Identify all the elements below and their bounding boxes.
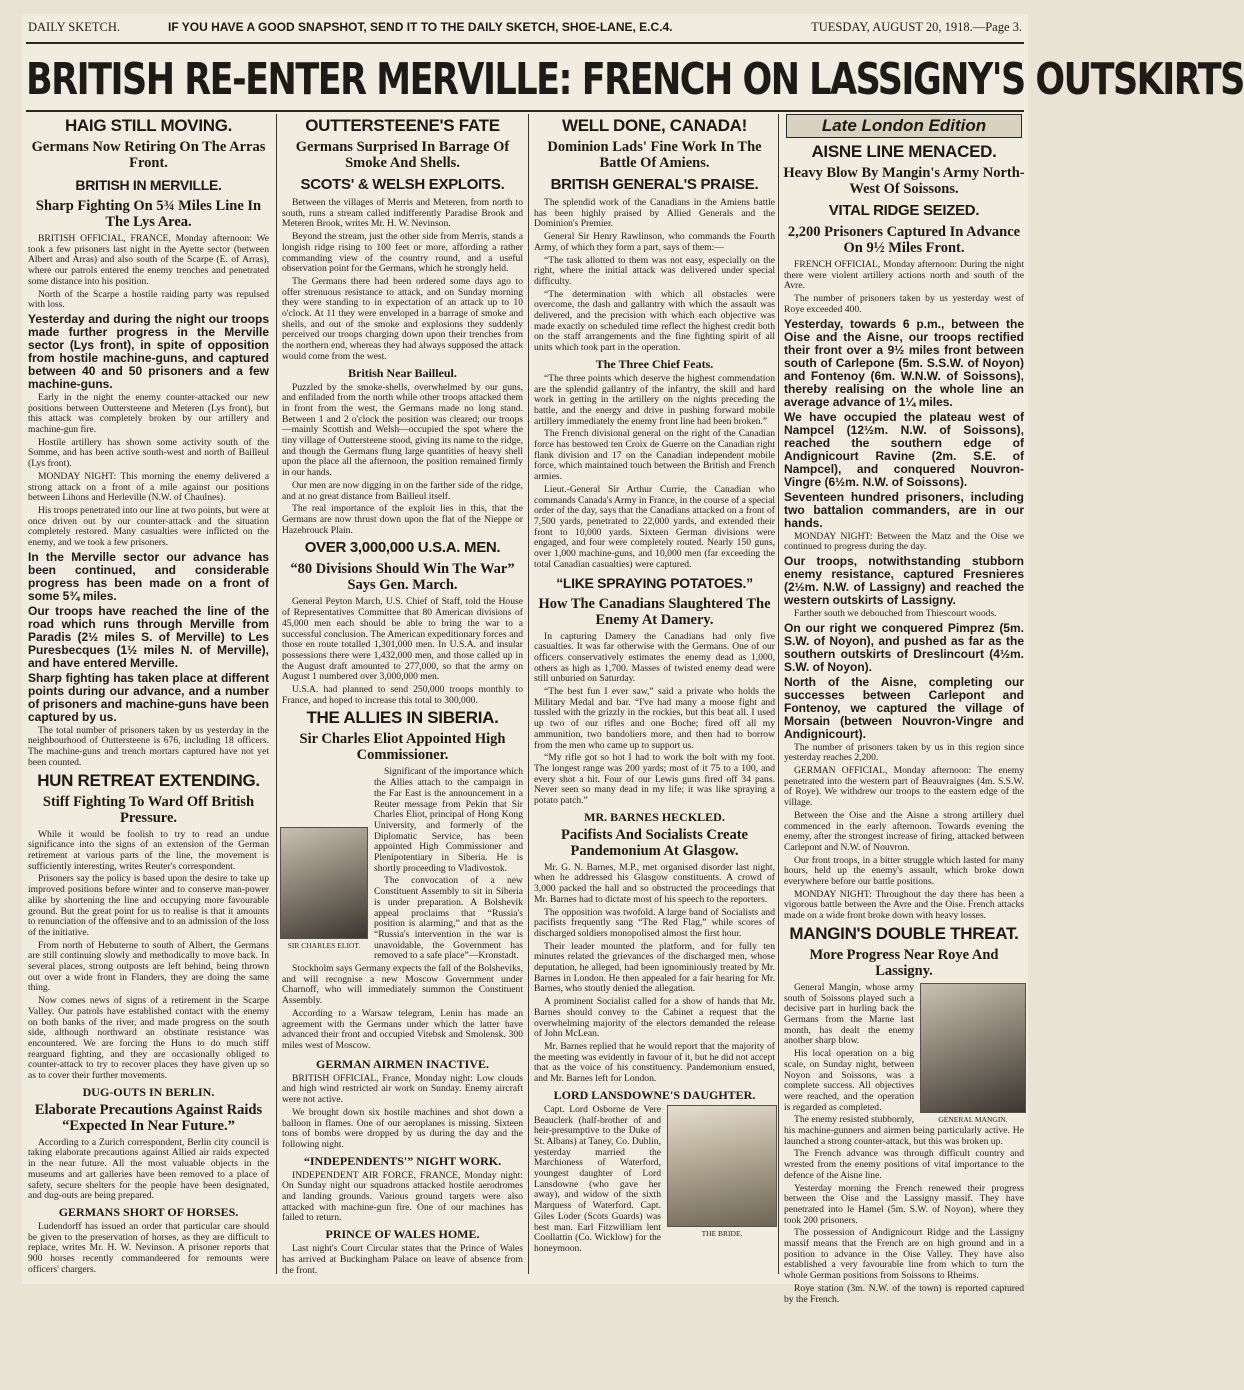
subheadline: More Progress Near Roye And Lassigny. [809, 946, 999, 979]
paragraph: Now comes news of signs of a retirement in the Scarpe Valley. Our patrols have established contact with the enemy on both banks of the river, and made progress on the south side, although northward an obstinate resistance was encountered. We are forcing the Huns to do much stiff rearguard fighting, and they are occasionally obliged to counter-attack to try to recover places they have given up so as to cover their further movements. [28, 995, 269, 1082]
paragraph: In capturing Damery the Canadians had only five casualties. It was far otherwise with the Germans. One of our officers conservatively estimates the enemy dead as 1,000, others as high as 1,700. Masses of twisted enemy dead were still unburied on Saturday. [534, 630, 775, 685]
paragraph: Lieut.-General Sir Arthur Currie, the Canadian who commands Canada's Army in France, in the course of a special order of the day, says that the Canadians attacked on a front of 7,500 yards, penetrated to 22,000 yards, and extended their front to 10,000 yards. Sixteen German divisions were engaged, and four were completely routed. Nearly 150 guns, over 1,000 machine-guns, and 10,000 men (far exceeding the total Canadian casualties) were captured. [534, 483, 775, 570]
paragraph: The French divisional general on the right of the Canadian force has bestowed ten Croix de Guerre on the Canadian right flank division and 17 on the Canadian independent mobile force, which maintained touch between the British and French armies. [534, 428, 775, 483]
photo-caption: GENERAL MANGIN. [938, 1114, 1008, 1124]
headline: SCOTS' & WELSH EXPLOITS. [300, 176, 505, 193]
subheadline: 2,200 Prisoners Captured In Advance On 9½ Miles Front. [787, 224, 1021, 256]
subheadline: Sir Charles Eliot Appointed High Commissioner. [299, 731, 506, 764]
paragraph: We brought down six hostile machines and shot down a balloon in flames. One of our aeroplanes is missing. Sixteen tons of bombs were dropped by us during the day and the following night. [282, 1106, 523, 1150]
paragraph: FRENCH OFFICIAL, Monday afternoon: During the night there were violent artillery actions north and south of the Avre. [784, 259, 1024, 292]
column-4 [782, 114, 1026, 1305]
banner-headline: BRITISH RE-ENTER MERVILLE: FRENCH ON LASSIGNY'S OUTSKIRTS [26, 55, 1244, 106]
paragraph: Hostile artillery has shown some activity south of the Somme, and has been active south-west and north of Bailleul (Lys front). [28, 436, 269, 470]
paragraph: Prisoners say the policy is based upon the desire to take up improved positions before winter and to conserve man-power alike by shortening the line and occupying more favourable ground. But the great point for us to realise is that it amounts to renunciation of the offensive and to an admission of the loss of the initiative. [28, 873, 269, 938]
paragraph: Significant of the importance which the Allies attach to the campaign in the Far East is the announcement in a Reuter message from Pekin that Sir Charles Eliot, principal of Hong Kong University, and formerly of the Diplomatic Service, has been appointed High Commissioner and Plenipotentiary in Siberia. He is shortly proceeding to Vladivostok. [374, 766, 523, 874]
paragraph: “My rifle got so hot I had to work the bolt with my foot. The longest range was 200 yards; most of it 75 to a 100, and every shot a hit. Four of our Lewis guns fired off 34 pans. Never seen so many dead in my life; it was like spraying a potato patch.” [534, 752, 775, 807]
paragraph: INDEPENDENT AIR FORCE, FRANCE, Monday night: On Sunday night our squadrons attacked hostile aerodromes and landing grounds. Various ground targets were also attacked with machine-gun fire. One of our machines has failed to return. [282, 1169, 523, 1224]
banner-rule [26, 110, 1024, 112]
paragraph: BRITISH OFFICIAL, France, Monday night: Low clouds and high wind restricted air work on Sunday. Enemy aircraft were not active. [282, 1072, 523, 1106]
paragraph: Mr. Barnes replied that he would report that the majority of the meeting was evidently in favour of it, but he did not accept that as the voice of his constituency. Pandemonium ensued, and Mr. Barnes left for London. [534, 1041, 775, 1085]
bold-paragraph: Sharp fighting has taken place at different points during our advance, and a number of prisoners and machine-guns have been captured by us. [28, 670, 269, 724]
bold-paragraph: Our troops have reached the line of the road which runs through Merville from Paradis (2½ miles S. of Merville) to Les Puresbecques (1½ miles N. of Merville), and have entered Merville. [28, 603, 269, 670]
bold-paragraph: In the Merville sector our advance has been continued, and considerable progress has been made on a front of some 5¾ miles. [28, 549, 269, 603]
mangin-photo-block [920, 983, 1026, 1124]
headline: OVER 3,000,000 U.S.A. MEN. [304, 539, 501, 557]
eliot-photo [280, 827, 368, 939]
paragraph: North of the Scarpe a hostile raiding party was repulsed with loss. [28, 288, 269, 311]
paragraph: Capt. Lord Osborne de Vere Beauclerk (half-brother of and heir-presumptive to the Duke of St. Albans) at Taney, Co. Dublin, yesterday married the Marchioness of Waterford, youngest daughter of Lord Lansdowne (who gave her away), and widow of the sixth Marquess of Waterford. Capt. Giles Loder (Scots Guards) was best man. Earl Fitzwilliam lent Coollattin (Co. Wicklow) for the honeymoon. [534, 1103, 661, 1254]
bold-paragraph: Yesterday and during the night our troops made further progress in the Merville sector (Lys front), in spite of opposition from hostile machine-guns, and captured between 40 and 50 prisoners and a few machine-guns. [28, 311, 269, 391]
subheadline: Heavy Blow By Mangin's Army North-West Of Soissons. [783, 165, 1025, 197]
mangin-photo [920, 983, 1026, 1113]
subheadline: Dominion Lads' Fine Work In The Battle Of Amiens. [547, 139, 762, 171]
paragraph: “The best fun I ever saw,” said a private who holds the Military Medal and bar. “I've had many a moose fight and tussled with the grizzly in the rockies, but this beat all. I used up two of our rifles and one Boche; fired off all my ammunition, two bandoliers more, and then had to borrow from the men who came up to support us. [534, 686, 775, 751]
paragraph: A prominent Socialist called for a show of hands that Mr. Barnes should convey to the Cabinet a request that the overwhelming majority of the electors demanded the release of John McLean. [534, 996, 775, 1040]
paragraph: The total number of prisoners taken by us yesterday in the neighbourhood of Outtersteene is 676, including 18 officers. The machine-guns and trench mortars captured have not yet been counted. [28, 724, 269, 768]
bride-photo [667, 1105, 777, 1227]
headline: “LIKE SPRAYING POTATOES.” [556, 574, 753, 591]
headline: DUG-OUTS IN BERLIN. [82, 1084, 215, 1099]
paragraph: Their leader mounted the platform, and for fully ten minutes related the grievances of the discharged men, whose deputation, he alleged, had been ignominiously treated by Mr. Barnes in London. He then appealed for a fair hearing for Mr. Barnes, who stoutly denied the allegation. [534, 940, 775, 995]
paragraph: Ludendorff has issued an order that particular care should be given to the preservation of horses, as they are difficult to replace, writes Mr. H. W. Nevinson. A prisoner reports that 900 horses recently commandeered for remounts were officers' chargers. [28, 1220, 269, 1275]
paragraph: The enemy resisted stubbornly, his machine-gunners and airmen being particularly active. He launched a strong counter-attack, but this was broken up. [784, 1114, 1024, 1147]
headline: “INDEPENDENTS'” NIGHT WORK. [303, 1153, 502, 1168]
bold-paragraph: North of the Aisne, completing our successes between Carlepont and Fontenoy, we captured the village of Morsain (between Nouvron-Vingre and Andignicourt). [784, 674, 1024, 741]
paragraph: Between the villages of Merris and Meteren, from north to south, runs a stream called indifferently Paradise Brook and Meteren Brook, writes Mr. H. W. Nevinson. [282, 197, 523, 230]
paragraph: Between the Oise and the Aisne a strong artillery duel commenced in the early afternoon. Towards evening the enemy, after the strongest increase of firing, attacked between Carlepont and N.W. of Nouvron. [784, 809, 1024, 853]
eliot-photo-block [280, 827, 368, 950]
paragraph: His troops penetrated into our line at two points, but were at once driven out by our counter-attack and the situation completely restored. Many casualties were inflicted on the enemy, and we took a few prisoners. [28, 504, 269, 549]
paragraph: Early in the night the enemy counter-attacked our new positions between Outtersteene and Meteren (Lys front), but this attack was completely broken by our artillery and machine-gun fire. [28, 391, 269, 436]
paragraph: The Germans there had been ordered some days ago to offer strenuous resistance to attack, and on Sunday morning they were standing to in expectation of an attack up to 10 o'clock. At 11 they were enveloped in a barrage of smoke and shells, and out of the smoke and explosions they suddenly perceived our troops charging down upon their trenches from the northern end, whereas they had always supposed the attack would come from the west. [282, 275, 523, 362]
headline: HUN RETREAT EXTENDING. [37, 770, 260, 790]
headline: MANGIN'S DOUBLE THREAT. [789, 923, 1019, 943]
headline: PRINCE OF WALES HOME. [325, 1227, 480, 1242]
paragraph: General Sir Henry Rawlinson, who commands the Fourth Army, of which they form a part, says of them:— [534, 231, 775, 253]
masthead [26, 20, 1024, 38]
masthead-rule [26, 42, 1024, 44]
headline: LORD LANSDOWNE'S DAUGHTER. [553, 1087, 756, 1102]
promo-line: IF YOU HAVE A GOOD SNAPSHOT, SEND IT TO THE DAILY SKETCH, SHOE-LANE, E.C.4. [168, 20, 673, 34]
subheadline: Germans Surprised In Barrage Of Smoke And Shells. [295, 139, 510, 171]
paragraph: The real importance of the exploit lies in this, that the Germans are now thrust down upon the flat of the Nieppe or Hazebrouck Plain. [282, 503, 523, 536]
headline: WELL DONE, CANADA! [561, 116, 748, 135]
paragraph: Our men are now digging in on the farther side of the ridge, and at no great distance from Bailleul itself. [282, 479, 523, 502]
headline: GERMANS SHORT OF HORSES. [58, 1204, 239, 1219]
column-2 [280, 114, 525, 1274]
newspaper-page [22, 14, 1244, 1305]
subheadline: Stiff Fighting To Ward Off British Pressure. [42, 793, 255, 826]
paragraph: While it would be foolish to try to read an undue significance into the signs of an extension of the German retirement at various parts of the line, the movement is sufficiently interesting, writes Reuter's correspondent. [28, 828, 269, 872]
headline: BRITISH IN MERVILLE. [75, 177, 222, 193]
paragraph: MONDAY NIGHT: Throughout the day there has been a vigorous battle between the Avre and the Oise. French attacks made on a wide front broke down with heavy losses. [784, 888, 1024, 922]
paragraph: Roye station (3m. N.W. of the town) is reported captured by the French. [784, 1282, 1024, 1305]
paragraph: “The task allotted to them was not easy, especially on the right, where the initial attack was delivered under special difficulty. [534, 254, 775, 287]
paragraph: The possession of Andignicourt Ridge and the Lassigny massif means that the French are on high ground and in a position to advance in the Oise Valley. They have also established a very favourable line from which to turn the whole German positions from Soissons to Rheims. [784, 1227, 1024, 1282]
bold-paragraph: On our right we conquered Pimprez (5m. S.W. of Noyon), and pushed as far as the southern outskirts of Dreslincourt (4½m. S.W. of Noyon). [784, 620, 1024, 674]
bold-paragraph: Our troops, notwithstanding stubborn enemy resistance, captured Fresnieres (2½m. N.W. of Lassigny) and reached the western outskirts of Lassigny. [784, 553, 1024, 607]
paragraph: BRITISH OFFICIAL, FRANCE, Monday afternoon: We took a few prisoners last night in the Ayette sector (between Albert and Arras) and also south of the Scarpe (E. of Arras), where our patrols entered the enemy trenches and penetrated some distance into his position. [28, 233, 269, 287]
paragraph: The number of prisoners taken by us in this region since yesterday reaches 2,200. [784, 741, 1024, 764]
subheadline: How The Canadians Slaughtered The Enemy At Damery. [538, 595, 771, 628]
paragraph: The opposition was twofold. A large band of Socialists and pacifists frequently sang “The Red Flag,” while scores of discharged soldiers monopolised almost the first hour. [534, 906, 775, 939]
headline: BRITISH GENERAL'S PRAISE. [550, 176, 759, 193]
issue-date: TUESDAY, AUGUST 20, 1918.—Page 3. [811, 20, 1022, 34]
subheadline: Sharp Fighting On 5¾ Miles Line In The Lys Area. [35, 198, 262, 230]
paragraph: General Peyton March, U.S. Chief of Staff, told the House of Representatives Committee that 80 American divisions of 45,000 men each should be able to bring the war to a successful conclusion. The American expeditionary forces and those en route totalled 1,301,000 men. In U.S.A. and insular possessions there were 1,432,000 men, and those called up in the August draft amounted to 277,000, so that the army on August 1 numbered over 3,000,000 men. [282, 596, 523, 683]
paper-name: DAILY SKETCH. [28, 20, 121, 34]
edition-label: Late London Edition [786, 114, 1022, 138]
paragraph: His local operation on a big scale, on Sunday night, between Noyon and Soissons, was a complete success. All objectives were reached, and the operation is regarded as completed. [784, 1048, 914, 1113]
paragraph: Beyond the stream, just the other side from Merris, stands a longish ridge rising to 100 feet or more, affording a rather commanding view of the country round, and a useful observation point for the Germans, which he strongly held. [282, 231, 523, 275]
paragraph: Stockholm says Germany expects the fall of the Bolsheviks, and will recognise a new Moscow Government under Charnoff, who will immediately summon the Constituent Assembly. [282, 963, 524, 1007]
paragraph: Our front troops, in a bitter struggle which lasted for many hours, held up the enemy's assault, which broke down everywhere before our battle positions. [784, 854, 1024, 888]
paragraph: The convocation of a new Constituent Assembly to sit in Siberia is under preparation. A Bolshevik appeal proclaims that “Russia's position is alarming,” and that as the “Russia's intervention in the war is unavoidable, the Government has removed to a safe place”—Kronstadt. [374, 875, 523, 962]
bold-paragraph: We have occupied the plateau west of Nampcel (12½m. N.W. of Soissons), reached the southern edge of Andignicourt Ravine (2m. S.E. of Nampcel), and conquered Nouvron-Vingre (6½m. N.W. of Soissons). [784, 409, 1024, 489]
paragraph: From north of Hebuterne to south of Albert, the Germans are still continuing slowly and methodically to move back. In several places, strong outposts are left behind, being thrown out over a wide front in Flanders, they are doing the same thing. [28, 939, 269, 994]
paragraph: MONDAY NIGHT: This morning the enemy delivered a strong attack on a front of a mile against our positions between Lihons and Herleville (N.W. of Chaulnes). [28, 470, 269, 504]
photo-caption: THE BRIDE. [701, 1228, 743, 1238]
column-rule-2 [528, 114, 529, 1274]
paragraph: Farther south we debouched from Thiescourt woods. [794, 607, 997, 619]
paragraph: The number of prisoners taken by us yesterday west of Roye exceeded 400. [784, 293, 1024, 315]
bold-paragraph: Yesterday, towards 6 p.m., between the Oise and the Aisne, our troops rectified their front over a 9½ miles front between south of Carlepone (5m. S.S.W. of Noyon) and Fontenoy (6m. W.N.W. of Soissons), thereby realising on the whole line an average advance of 1¼ miles. [784, 316, 1024, 409]
column-rule-3 [778, 114, 779, 1274]
headline: HAIG STILL MOVING. [64, 116, 233, 135]
headline: THE ALLIES IN SIBERIA. [306, 708, 499, 728]
photo-caption: SIR CHARLES ELIOT. [287, 941, 361, 951]
headline: MR. BARNES HECKLED. [584, 809, 725, 824]
headline: VITAL RIDGE SEIZED. [828, 202, 980, 219]
paragraph: Yesterday morning the French renewed their progress between the Oise and the Lassigny massif. They have penetrated into le Hamel (5m. S.W. of Noyon), where they took 200 prisoners. [784, 1182, 1024, 1226]
subheadline: Germans Now Retiring On The Arras Front. [31, 139, 266, 171]
column-1 [26, 114, 271, 1274]
headline: OUTTERSTEENE'S FATE [305, 116, 500, 135]
headline: AISNE LINE MENACED. [811, 142, 997, 161]
bride-photo-block [667, 1105, 777, 1238]
paragraph: “The three points which deserve the highest commendation are the splendid gallantry of the infantry, the skill and hard work in getting in the artillery on the nights preceding the battle, and the energy and drive in pushing forward mobile artillery immediately the enemy front line had been broken.” [534, 372, 775, 427]
paragraph: Puzzled by the smoke-shells, overwhelmed by our guns, and enfiladed from the north while other troops attacked them in front from the west, the Germans made no long stand. Between 1 and 2 o'clock the position was cleared; our troops—mainly Scottish and Welsh—occupied the spot where the tiny village of Outtersteene stood, giving its name to the ridge, and though the Germans flung large quantities of heavy shell upon the place all the afternoon, the position remained firmly in our hands. [282, 381, 523, 479]
bold-paragraph: Seventeen hundred prisoners, including two battalion commanders, are in our hands. [784, 489, 1024, 530]
paragraph: MONDAY NIGHT: Between the Matz and the Oise we continued to progress during the day. [784, 530, 1024, 553]
column-3 [532, 114, 777, 1274]
paragraph: GERMAN OFFICIAL, Monday afternoon: The enemy penetrated into the western part of Beauvraignes (4m. S.S.W. of Roye). We withdrew our troops to the eastern edge of the village. [784, 765, 1024, 809]
paragraph: U.S.A. had planned to send 250,000 troops monthly to France, and hoped to increase this total to 300,000. [282, 684, 523, 706]
paragraph: The French advance was through difficult country and wrested from the enemy positions of vital importance to the defence of the Aisne line. [784, 1148, 1024, 1181]
paragraph: Mr. G. N. Barnes, M.P., met organised disorder last night, when he addressed his Glasgow constituents. A crowd of 3,000 packed the hall and so obstructed the proceedings that Mr. Barnes had to dictate most of his speech to the reporters. [534, 861, 775, 905]
paragraph: General Mangin, whose army south of Soissons played such a decisive part in hurling back the Germans from the Marne last month, has dealt the enemy another sharp blow. [784, 981, 914, 1047]
paragraph: The splendid work of the Canadians in the Amiens battle has been highly praised by Allied Generals and the Dominion's Premier. [534, 197, 775, 230]
subheadline: Elaborate Precautions Against Raids “Expected In Near Future.” [34, 1101, 263, 1134]
subheadline: British Near Bailleul. [348, 365, 457, 380]
headline: GERMAN AIRMEN INACTIVE. [315, 1056, 489, 1071]
paragraph: Last night's Court Circular states that the Prince of Wales has arrived at Buckingham Palace on leave of absence from the front. [282, 1243, 523, 1276]
subheadline: Pacifists And Socialists Create Pandemonium At Glasgow. [560, 826, 748, 859]
column-rule-1 [276, 114, 277, 1274]
paragraph: According to a Warsaw telegram, Lenin has made an agreement with the Germans under which the latter have advanced their front and occupied Vitebsk and Smolensk. 300 miles west of Moscow. [282, 1007, 523, 1051]
subheadline: “80 Divisions Should Win The War” Says Gen. March. [290, 561, 515, 594]
paragraph: “The determination with which all obstacles were overcome, the dash and gallantry with which the assault was delivered, and the precision with which each objective was made exactly on scheduled time reflect the highest credit both on the staff arrangements and the fine fighting spirit of all units which took part in the operation. [534, 288, 775, 354]
subheadline: The Three Chief Feats. [595, 356, 714, 371]
paragraph: According to a Zurich correspondent, Berlin city council is taking elaborate precautions against Allied air raids expected in the near future. All the most valuable objects in the museums and art galleries have been removed to a place of safety, secure shelters for the people have been designated, and dug-outs are being prepared. [28, 1136, 269, 1202]
